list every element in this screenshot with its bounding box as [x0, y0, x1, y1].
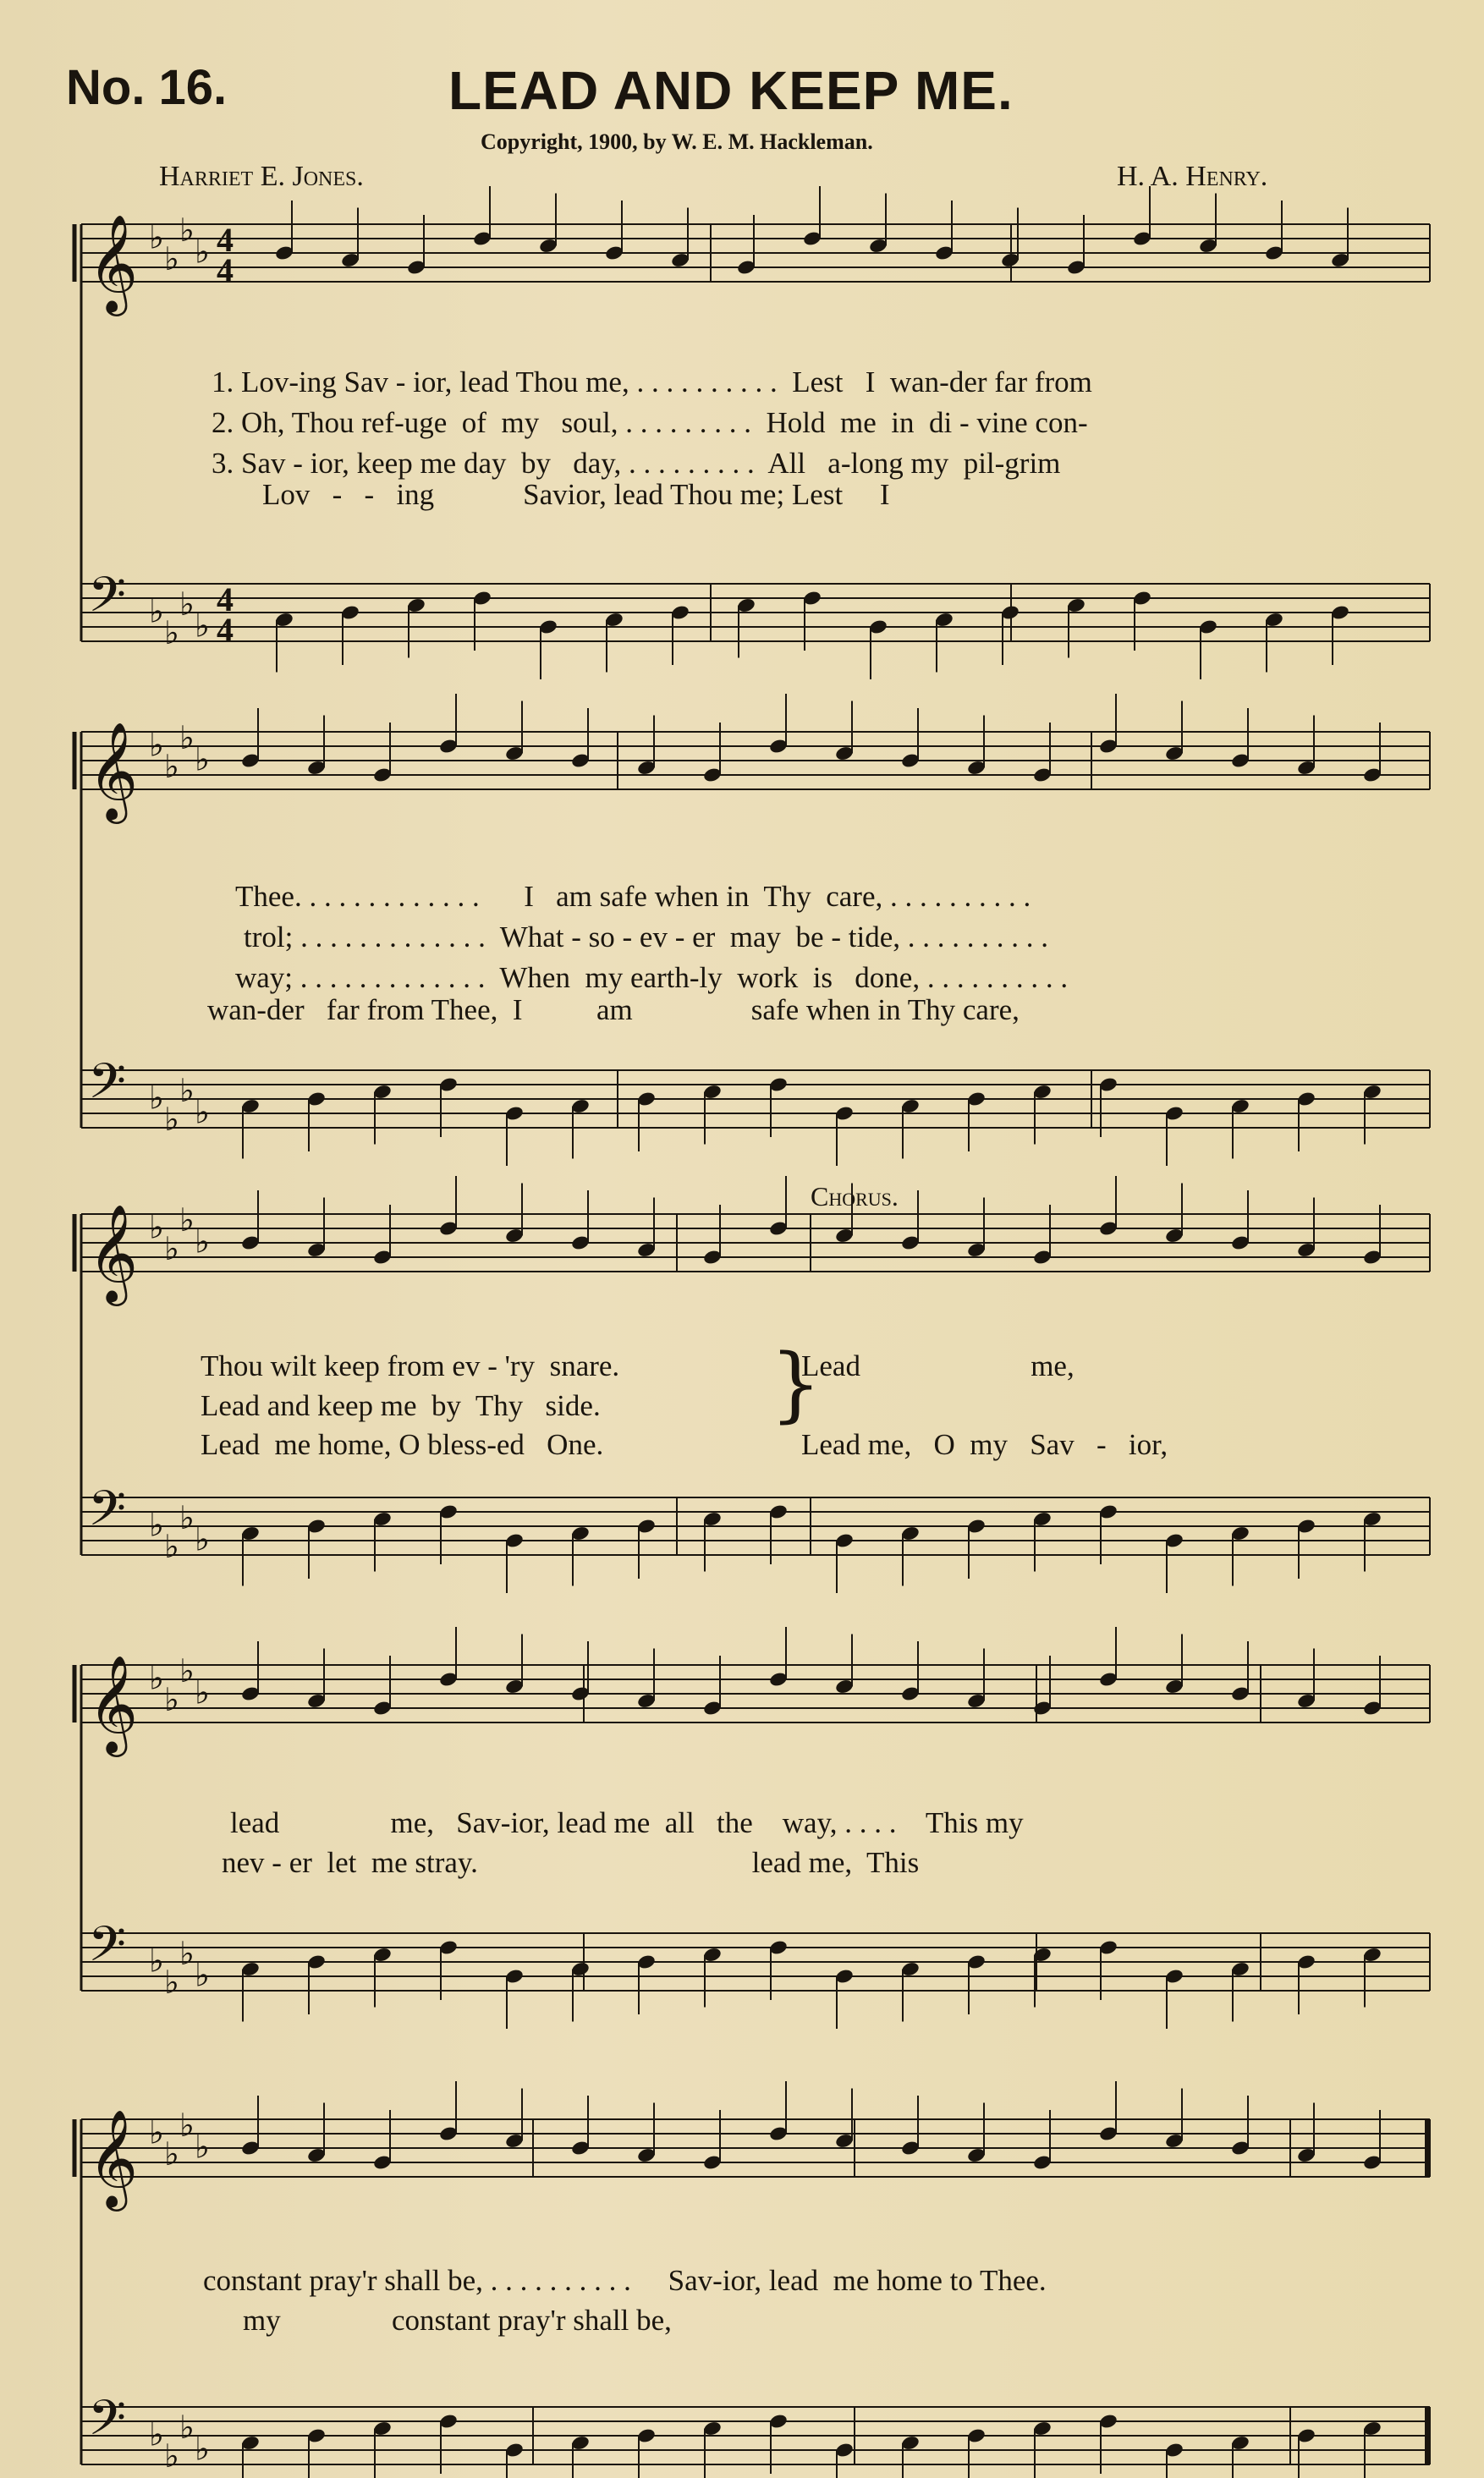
flat-sign: ♭ — [179, 1072, 195, 1109]
flat-sign: ♭ — [195, 607, 210, 645]
flat-sign: ♭ — [195, 2430, 210, 2468]
flat-sign: ♭ — [164, 240, 179, 277]
flat-sign: ♭ — [164, 1681, 179, 1718]
treble-clef: 𝄞 — [88, 1654, 139, 1753]
lyric-line: Thou wilt keep from ev - 'ry snare. — [201, 1349, 620, 1382]
flat-sign: ♭ — [195, 1956, 210, 1994]
flat-sign: ♭ — [149, 592, 164, 630]
flat-sign: ♭ — [179, 2409, 195, 2446]
lyric-line: my constant pray'r shall be, — [243, 2304, 672, 2337]
lyricist-credit: Harriet E. Jones. — [159, 161, 364, 192]
flat-sign: ♭ — [164, 2135, 179, 2173]
treble-clef: 𝄞 — [88, 721, 139, 820]
flat-sign: ♭ — [149, 1942, 164, 1980]
flat-sign: ♭ — [164, 1964, 179, 2001]
flat-sign: ♭ — [195, 740, 210, 778]
bass-clef: 𝄢 — [88, 1052, 127, 1122]
flat-sign: ♭ — [195, 1673, 210, 1712]
lyric-line: wan-der far from Thee, I am safe when in Thy care, — [207, 993, 1020, 1026]
hymn-number: No. 16. — [66, 60, 228, 115]
time-signature: 4 — [217, 251, 234, 289]
flat-sign: ♭ — [164, 614, 179, 651]
flat-sign: ♭ — [149, 218, 164, 256]
hymn-title: LEAD AND KEEP ME. — [448, 60, 1014, 121]
flat-sign: ♭ — [164, 748, 179, 785]
flat-sign: ♭ — [149, 2113, 164, 2151]
lyric-line: constant pray'r shall be, . . . . . . . . . . Sav-ior, lead me home to Thee. — [203, 2264, 1047, 2297]
lyric-line: way; . . . . . . . . . . . . . When my earth-ly work is done, . . . . . . . . . . — [235, 961, 1069, 994]
flat-sign: ♭ — [179, 1499, 195, 1536]
flat-sign: ♭ — [179, 2107, 195, 2144]
flat-sign: ♭ — [149, 1506, 164, 1544]
flat-sign: ♭ — [179, 212, 195, 249]
lyric-line: Thee. . . . . . . . . . . . . I am safe when in Thy care, . . . . . . . . . . — [235, 880, 1031, 913]
flat-sign: ♭ — [164, 1528, 179, 1565]
composer-credit: H. A. Henry. — [1117, 161, 1268, 192]
time-signature: 4 — [217, 221, 234, 259]
flat-sign: ♭ — [179, 1201, 195, 1239]
bass-clef: 𝄢 — [88, 1480, 127, 1549]
final-barline — [1425, 2119, 1431, 2177]
flat-sign: ♭ — [195, 1093, 210, 1131]
treble-clef: 𝄞 — [88, 213, 139, 312]
lyric-line: Lead and keep me by Thy side. — [201, 1389, 601, 1422]
flat-sign: ♭ — [164, 1101, 179, 1138]
flat-sign: ♭ — [164, 1230, 179, 1267]
lyric-line: Lead me home, O bless-ed One. — [201, 1428, 604, 1461]
lyric-line: Lead me, O my Sav - ior, — [801, 1428, 1168, 1461]
lyric-line: 1. Lov-ing Sav - ior, lead Thou me, . . . . . . . . . . Lest I wan-der far from — [212, 365, 1092, 398]
bass-clef: 𝄢 — [88, 566, 127, 635]
lyric-line: lead me, Sav-ior, lead me all the way, . . . . This my — [230, 1806, 1024, 1839]
treble-clef: 𝄞 — [88, 1203, 139, 1302]
bass-clef: 𝄢 — [88, 1915, 127, 1985]
copyright-notice: Copyright, 1900, by W. E. M. Hackleman. — [481, 129, 873, 154]
flat-sign: ♭ — [149, 2415, 164, 2453]
treble-clef: 𝄞 — [88, 2108, 139, 2207]
flat-sign: ♭ — [195, 233, 210, 271]
flat-sign: ♭ — [149, 726, 164, 764]
final-barline — [1425, 2407, 1431, 2464]
flat-sign: ♭ — [164, 2437, 179, 2475]
flat-sign: ♭ — [179, 585, 195, 623]
chorus-label: Chorus. — [811, 1181, 899, 1212]
flat-sign: ♭ — [195, 1223, 210, 1261]
flat-sign: ♭ — [149, 1659, 164, 1697]
flat-sign: ♭ — [179, 1935, 195, 1972]
lyric-line: 3. Sav - ior, keep me day by day, . . . . . . . . . All a-long my pil-grim — [212, 447, 1061, 480]
lyric-line: Lead me, — [801, 1349, 1075, 1382]
lyric-line: Lov - - ing Savior, lead Thou me; Lest I — [262, 478, 890, 511]
lyric-line: 2. Oh, Thou ref-uge of my soul, . . . . . . . . . Hold me in di - vine con- — [212, 406, 1088, 439]
lyric-line: nev - er let me stray. lead me, This — [222, 1846, 920, 1879]
flat-sign: ♭ — [179, 719, 195, 756]
time-signature: 4 — [217, 580, 234, 618]
time-signature: 4 — [217, 611, 234, 649]
flat-sign: ♭ — [149, 1079, 164, 1117]
flat-sign: ♭ — [149, 1208, 164, 1246]
flat-sign: ♭ — [195, 2128, 210, 2166]
verse-brace: } — [770, 1337, 822, 1431]
lyric-line: trol; . . . . . . . . . . . . . What - so - ev - er may be - tide, . . . . . . . . . . — [244, 920, 1048, 953]
flat-sign: ♭ — [179, 1652, 195, 1690]
flat-sign: ♭ — [195, 1520, 210, 1558]
bass-clef: 𝄢 — [88, 2389, 127, 2459]
